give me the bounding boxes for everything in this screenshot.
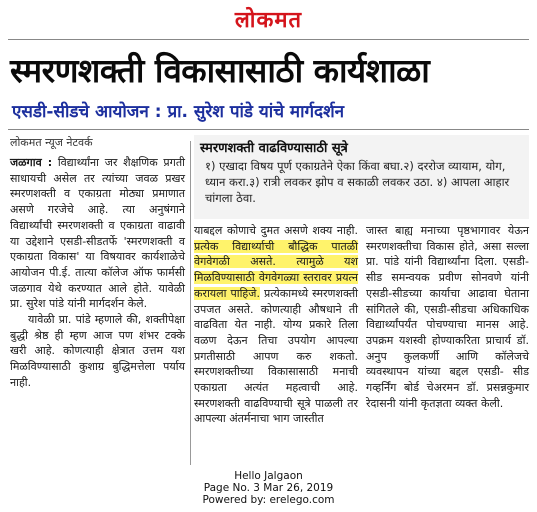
- subhead-organizer: एसडी-सीडचे आयोजन :: [12, 102, 162, 122]
- subheadline: [12, 99, 529, 125]
- column-1-paragraph-1: विद्यार्थ्यांना जर शैक्षणिक प्रगती साधायची असेल तर त्यांच्या जवळ प्रखर स्मरणशक्ती व एकाग्रता मोठ्या प्रमाणात असणे गरजेचे आहे. त्या अनुषंगाने विद्यार्थ्यांची स्मरणशक्ती व एकाग्रता वाढावी या उद्देशाने एसडी-सीडतर्फे 'स्मरणशक्ती व एकाग्रता विकास' या विषयावर कार्यशाळेचे आयोजन पी.ई. तात्या कॉलेज ऑफ फार्मसी जळगाव येथे करण्यात आले होते. यावेळी प्रा. सुरेश पांडे यांनी मार्गदर्शन केले.: [10, 156, 185, 311]
- article-column-1: [10, 155, 185, 391]
- column-2-tail: प्रत्येकामध्ये स्मरणशक्ती उपजत असते. कोणत्याही औषधाने ती वाढविता येत नाही. योग्य प्रकारे तिला वळण देऊन तिचा उपयोग आपल्या प्रगतीसाठी आपण करु शकतो. स्मरणशक्तीच्या विकासासाठी मनाची एकाग्रता अत्यंत महत्वाची आहे. स्मरणशक्ती वाढविण्याची सूत्रे पाळली तर आपल्या अंतर्मनाचा भाग जास्तीत: [194, 286, 358, 426]
- article-column-3: [366, 223, 529, 411]
- headline: स्मरणशक्ती विकासासाठी कार्यशाळा: [10, 51, 430, 90]
- article-column-2: [194, 223, 358, 427]
- tips-box-body: १) एखादा विषय पूर्ण एकाग्रतेने ऐका किंवा बघा.२) दररोज व्यायाम, योग, ध्यान करा.३) रात्री लवकर झोप व सकाळी लवकर उठा. ४) आपला आहार चांगला ठेवा.: [205, 159, 510, 205]
- column-divider: [190, 141, 191, 465]
- footer-page-date: Page No. 3 Mar 26, 2019: [203, 482, 334, 494]
- column-2-lead: याबद्दल कोणाचे दुमत असणे शक्य नाही.: [194, 224, 358, 237]
- subhead-divider: [8, 129, 529, 130]
- tips-box-title: स्मरणशक्ती वाढविण्यासाठी सूत्रे: [200, 141, 348, 156]
- footer-powered-by: Powered by: erelego.com: [202, 494, 335, 506]
- footer-site: Hello Jalgaon: [234, 470, 303, 482]
- highlighted-text: प्रत्येक विद्यार्थ्याची बौद्धिक पातळी वेगवेगळी असते. त्यामुळे यश मिळविण्यासाठी वेगवेगळ्या स्तरावर प्रयत्न करायला पाहिजे.: [194, 239, 358, 300]
- column-3-text: जास्त बाह्य मनाच्या पृष्ठभागावर येऊन स्मरणशक्तीचा विकास होते, असा सल्ला प्रा. पांडे यांनी विद्यार्थ्यांना दिला. एसडी-सीड समन्वयक प्रवीण सोनवणे यांनी एसडी-सीडच्या कार्याचा आढावा घेताना सांगितले की, एसडी-सीडचा अधिकाधिक विद्यार्थ्यांपर्यंत पोचण्याचा मानस आहे. उपक्रम यशस्वी होण्याकरिता प्राचार्य डॉ. अनुप कुलकर्णी आणि कॉलेजचे व्यवस्थापन यांच्या बद्दल एसडी- सीड गव्हर्निंग बोर्ड चेअरमन डॉ. प्रसन्नकुमार रेदासनी यांनी कृतज्ञता व्यक्त केली.: [366, 224, 529, 410]
- column-1-paragraph-2: यावेळी प्रा. पांडे म्हणाले की, शक्तीपेक्षा बुद्धी श्रेष्ठ ही म्हण आज पण शंभर टक्के खरी आहे. कोणत्याही क्षेत्रात उत्तम यश मिळविण्यासाठी कुशाग्र बुद्धिमत्तेला पर्याय नाही.: [10, 313, 185, 389]
- subhead-guide: प्रा. सुरेश पांडे यांचे मार्गदर्शन: [161, 102, 345, 122]
- byline: लोकमत न्यूज नेटवर्क: [10, 136, 93, 149]
- masthead-divider: [8, 39, 529, 40]
- newspaper-logo: लोकमत: [234, 7, 303, 33]
- dateline: जळगाव :: [10, 156, 53, 169]
- news-clipping: [8, 5, 529, 467]
